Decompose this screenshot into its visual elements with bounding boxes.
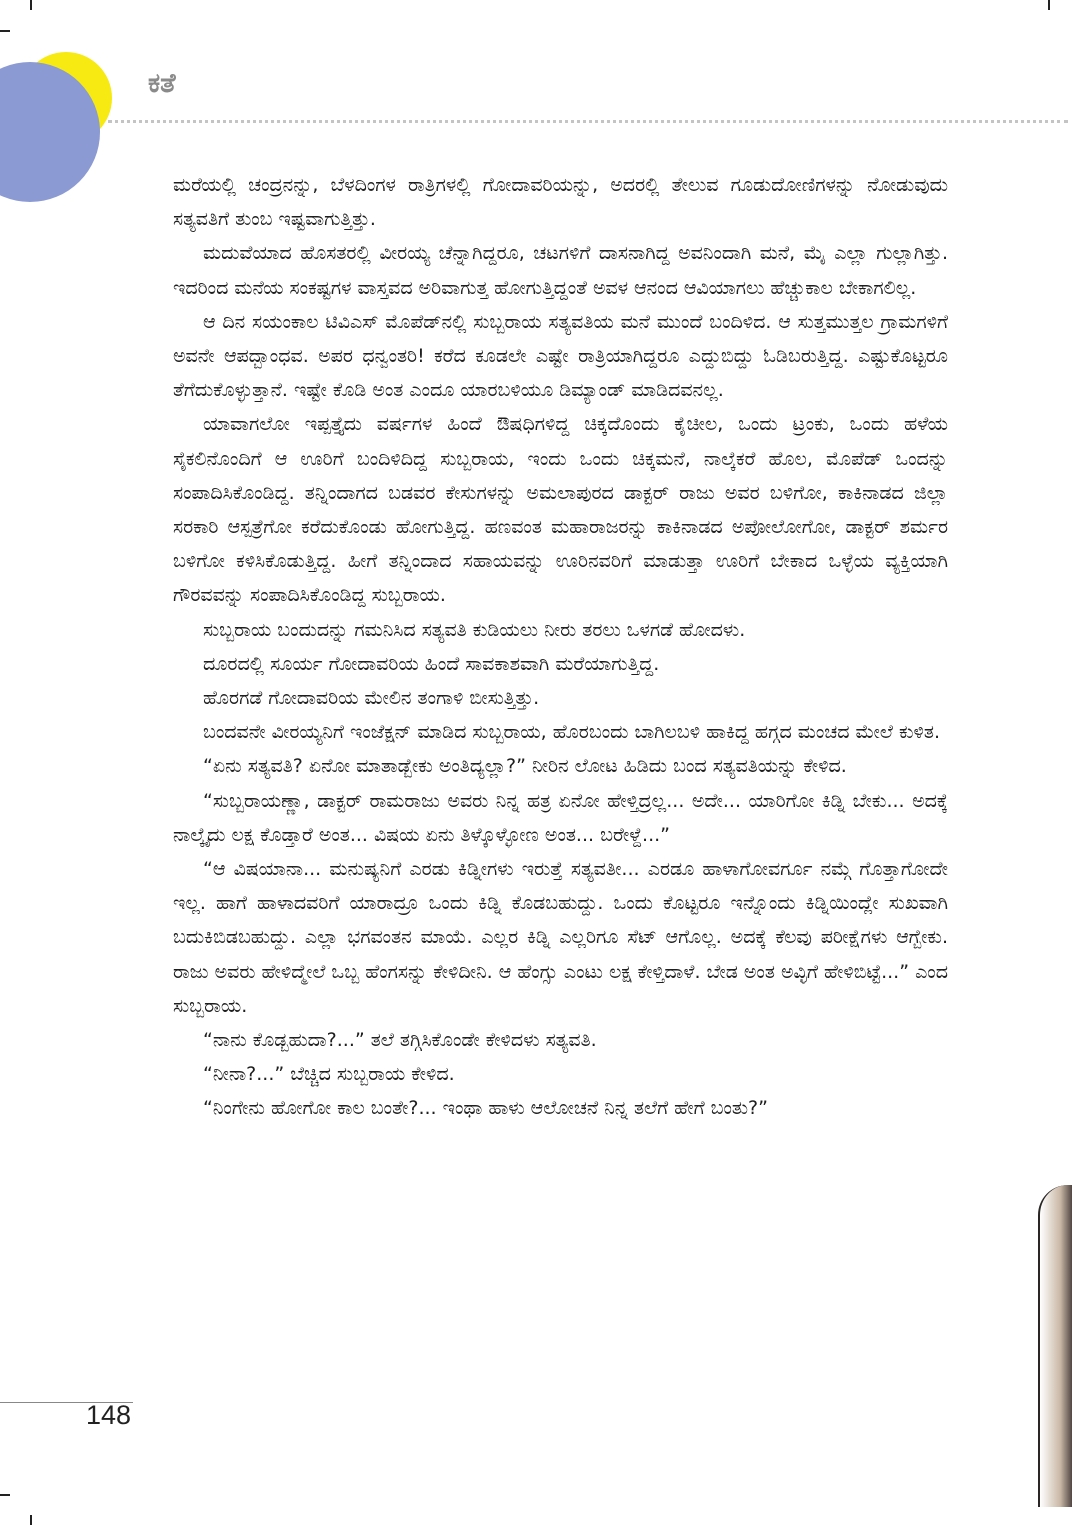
paragraph: ಹೊರಗಡೆ ಗೋದಾವರಿಯ ಮೇಲಿನ ತಂಗಾಳಿ ಬೀಸುತ್ತಿತ್ತು.	[203, 687, 540, 710]
paragraph: “ಏನು ಸತ್ಯವತಿ? ಏನೋ ಮಾತಾಡ್ಬೇಕು ಅಂತಿದ್ಯಲ್ಲಾ?” ನೀರಿನ ಲೋಟ ಹಿಡಿದು ಬಂದ ಸತ್ಯವತಿಯನ್ನು ಕೇಳಿದ.	[203, 755, 847, 778]
crop-mark	[1048, 0, 1050, 10]
paragraph: ಮರೆಯಲ್ಲಿ ಚಂದ್ರನನ್ನು, ಬೆಳದಿಂಗಳ ರಾತ್ರಿಗಳಲ್ಲಿ ಗೋದಾವರಿಯನ್ನು, ಅದರಲ್ಲಿ ತೇಲುವ ಗೂಡುದೋಣಿಗಳನ್ನು ನೋಡುವುದು ಸತ್ಯವತಿಗೆ ತುಂಬ ಇಷ್ಟವಾಗುತ್ತಿತ್ತು.	[173, 174, 948, 231]
paragraph: ದೂರದಲ್ಲಿ ಸೂರ್ಯ ಗೋದಾವರಿಯ ಹಿಂದೆ ಸಾವಕಾಶವಾಗಿ ಮರೆಯಾಗುತ್ತಿದ್ದ.	[203, 652, 660, 675]
dotted-divider	[108, 120, 1068, 123]
paragraph: “ನಿಂಗೇನು ಹೋಗೋ ಕಾಲ ಬಂತೇ?... ಇಂಥಾ ಹಾಳು ಆಲೋಚನೆ ನಿನ್ನ ತಲೆಗೆ ಹೇಗೆ ಬಂತು?”	[203, 1097, 768, 1120]
paragraph: ಆ ದಿನ ಸಯಂಕಾಲ ಟಿವಿಎಸ್ ಮೊಪೆಡ್‌ನಲ್ಲಿ ಸುಬ್ಬರಾಯ ಸತ್ಯವತಿಯ ಮನೆ ಮುಂದೆ ಬಂದಿಳಿದ. ಆ ಸುತ್ತಮುತ್ತಲ ಗ್ರಾಮಗಳಿಗೆ ಅವನೇ ಆಪದ್ಬಾಂಧವ. ಅಪರ ಧನ್ವಂತರಿ! ಕರೆದ ಕೂಡಲೇ ಎಷ್ಟೇ ರಾತ್ರಿಯಾಗಿದ್ದರೂ ಎದ್ದುಬಿದ್ದು ಓಡಿಬರುತ್ತಿದ್ದ. ಎಷ್ಟುಕೊಟ್ಟರೂ ತೆಗೆದುಕೊಳ್ಳುತ್ತಾನೆ. ಇಷ್ಟೇ ಕೊಡಿ ಅಂತ ಎಂದೂ ಯಾರಬಳಿಯೂ ಡಿಮ್ಯಾಂಡ್ ಮಾಡಿದವನಲ್ಲ.	[173, 310, 948, 402]
crop-mark	[0, 30, 10, 32]
story-text	[173, 168, 948, 1126]
paragraph: “ನೀನಾ?...” ಬೆಚ್ಚಿದ ಸುಬ್ಬರಾಯ ಕೇಳಿದ.	[203, 1063, 455, 1086]
paragraph: ಬಂದವನೇ ವೀರಯ್ಯನಿಗೆ ಇಂಜೆಕ್ಷನ್ ಮಾಡಿದ ಸುಬ್ಬರಾಯ, ಹೊರಬಂದು ಬಾಗಿಲಬಳಿ ಹಾಕಿದ್ದ ಹಗ್ಗದ ಮಂಚದ ಮೇಲೆ ಕುಳಿತ.	[203, 721, 941, 744]
paragraph: “ನಾನು ಕೊಡ್ಬಹುದಾ?...” ತಲೆ ತಗ್ಗಿಸಿಕೊಂಡೇ ಕೇಳಿದಳು ಸತ್ಯವತಿ.	[203, 1029, 597, 1052]
paragraph: “ಸುಬ್ಬರಾಯಣ್ಣಾ, ಡಾಕ್ಟರ್ ರಾಮರಾಜು ಅವರು ನಿನ್ನ ಹತ್ರ ಏನೋ ಹೇಳ್ತಿದ್ರಲ್ಲ... ಅದೇ... ಯಾರಿಗೋ ಕಿಡ್ನಿ ಬೇಕು... ಅದಕ್ಕೆ ನಾಲ್ಕೈದು ಲಕ್ಷ ಕೊಡ್ತಾರೆ ಅಂತ... ವಿಷಯ ಏನು ತಿಳ್ಕೊಳ್ಳೋಣ ಅಂತ... ಬರೇಳ್ದೆ...”	[173, 789, 948, 846]
paragraph: ಸುಬ್ಬರಾಯ ಬಂದುದನ್ನು ಗಮನಿಸಿದ ಸತ್ಯವತಿ ಕುಡಿಯಲು ನೀರು ತರಲು ಒಳಗಡೆ ಹೋದಳು.	[203, 618, 746, 641]
paragraph: ಮದುವೆಯಾದ ಹೊಸತರಲ್ಲಿ ವೀರಯ್ಯ ಚೆನ್ನಾಗಿದ್ದರೂ, ಚಟಗಳಿಗೆ ದಾಸನಾಗಿದ್ದ ಅವನಿಂದಾಗಿ ಮನೆ, ಮೈ ಎಲ್ಲಾ ಗುಲ್ಲಾಗಿತ್ತು. ಇದರಿಂದ ಮನೆಯ ಸಂಕಷ್ಟಗಳ ವಾಸ್ತವದ ಅರಿವಾಗುತ್ತ ಹೋಗುತ್ತಿದ್ದಂತೆ ಅವಳ ಆನಂದ ಆವಿಯಾಗಲು ಹೆಚ್ಚುಕಾಲ ಬೇಕಾಗಲಿಲ್ಲ.	[173, 242, 948, 299]
crop-mark	[30, 1515, 32, 1525]
crop-mark	[30, 0, 32, 10]
paragraph: “ಆ ವಿಷಯಾನಾ... ಮನುಷ್ಯನಿಗೆ ಎರಡು ಕಿಡ್ನೀಗಳು ಇರುತ್ತೆ ಸತ್ಯವತೀ... ಎರಡೂ ಹಾಳಾಗೋವರ್ಗೂ ನಮ್ಗೆ ಗೊತ್ತಾಗೋದೇ ಇಲ್ಲ. ಹಾಗೆ ಹಾಳಾದವರಿಗೆ ಯಾರಾದ್ರೂ ಒಂದು ಕಿಡ್ನಿ ಕೊಡಬಹುದ್ದು. ಒಂದು ಕೊಟ್ಟರೂ ಇನ್ನೊಂದು ಕಿಡ್ನಿಯಿಂದ್ಲೇ ಸುಖವಾಗಿ ಬದುಕಿಬಿಡಬಹುದ್ದು. ಎಲ್ಲಾ ಭಗವಂತನ ಮಾಯೆ. ಎಲ್ಲರ ಕಿಡ್ನಿ ಎಲ್ಲರಿಗೂ ಸೆಟ್ ಆಗೊಲ್ಲ. ಅದಕ್ಕೆ ಕೆಲವು ಪರೀಕ್ಷೆಗಳು ಆಗ್ಬೇಕು. ರಾಜು ಅವರು ಹೇಳಿದ್ಮೇಲೆ ಒಬ್ಬ ಹೆಂಗಸನ್ನು ಕೇಳಿದೀನಿ. ಆ ಹೆಂಗ್ಸು ಎಂಟು ಲಕ್ಷ ಕೇಳ್ತಿದಾಳೆ. ಬೇಡ ಅಂತ ಅವ್ಳಿಗೆ ಹೇಳಿಬಿಟ್ಟೆ...” ಎಂದ ಸುಬ್ಬರಾಯ.	[173, 858, 948, 1017]
crop-mark	[0, 1494, 10, 1496]
page-number: 148	[86, 1400, 132, 1430]
paragraph: ಯಾವಾಗಲೋ ಇಪ್ಪತ್ತೈದು ವರ್ಷಗಳ ಹಿಂದೆ ಔಷಧಿಗಳಿದ್ದ ಚಿಕ್ಕದೊಂದು ಕೈಚೀಲ, ಒಂದು ಟ್ರಂಕು, ಒಂದು ಹಳೆಯ ಸೈಕಲಿನೊಂದಿಗೆ ಆ ಊರಿಗೆ ಬಂದಿಳಿದಿದ್ದ ಸುಬ್ಬರಾಯ, ಇಂದು ಒಂದು ಚಿಕ್ಕಮನೆ, ನಾಲ್ಕೆಕರೆ ಹೊಲ, ಮೊಪೆಡ್ ಒಂದನ್ನು ಸಂಪಾದಿಸಿಕೊಂಡಿದ್ದ. ತನ್ನಿಂದಾಗದ ಬಡವರ ಕೇಸುಗಳನ್ನು ಅಮಲಾಪುರದ ಡಾಕ್ಟರ್ ರಾಜು ಅವರ ಬಳಿಗೋ, ಕಾಕಿನಾಡದ ಜಿಲ್ಲಾ ಸರಕಾರಿ ಆಸ್ಪತ್ರೆಗೋ ಕರೆದುಕೊಂಡು ಹೋಗುತ್ತಿದ್ದ. ಹಣವಂತ ಮಹಾರಾಜರನ್ನು ಕಾಕಿನಾಡದ ಅಪೋಲೋಗೋ, ಡಾಕ್ಟರ್ ಶರ್ಮರ ಬಳಿಗೋ ಕಳಿಸಿಕೊಡುತ್ತಿದ್ದ. ಹೀಗೆ ತನ್ನಿಂದಾದ ಸಹಾಯವನ್ನು ಊರಿನವರಿಗೆ ಮಾಡುತ್ತಾ ಊರಿಗೆ ಬೇಕಾದ ಒಳ್ಳೆಯ ವ್ಯಕ್ತಿಯಾಗಿ ಗೌರವವನ್ನು ಸಂಪಾದಿಸಿಕೊಂಡಿದ್ದ ಸುಬ್ಬರಾಯ.	[173, 413, 948, 607]
edge-illustration	[1038, 1185, 1072, 1507]
section-title: ಕತೆ	[148, 68, 176, 99]
